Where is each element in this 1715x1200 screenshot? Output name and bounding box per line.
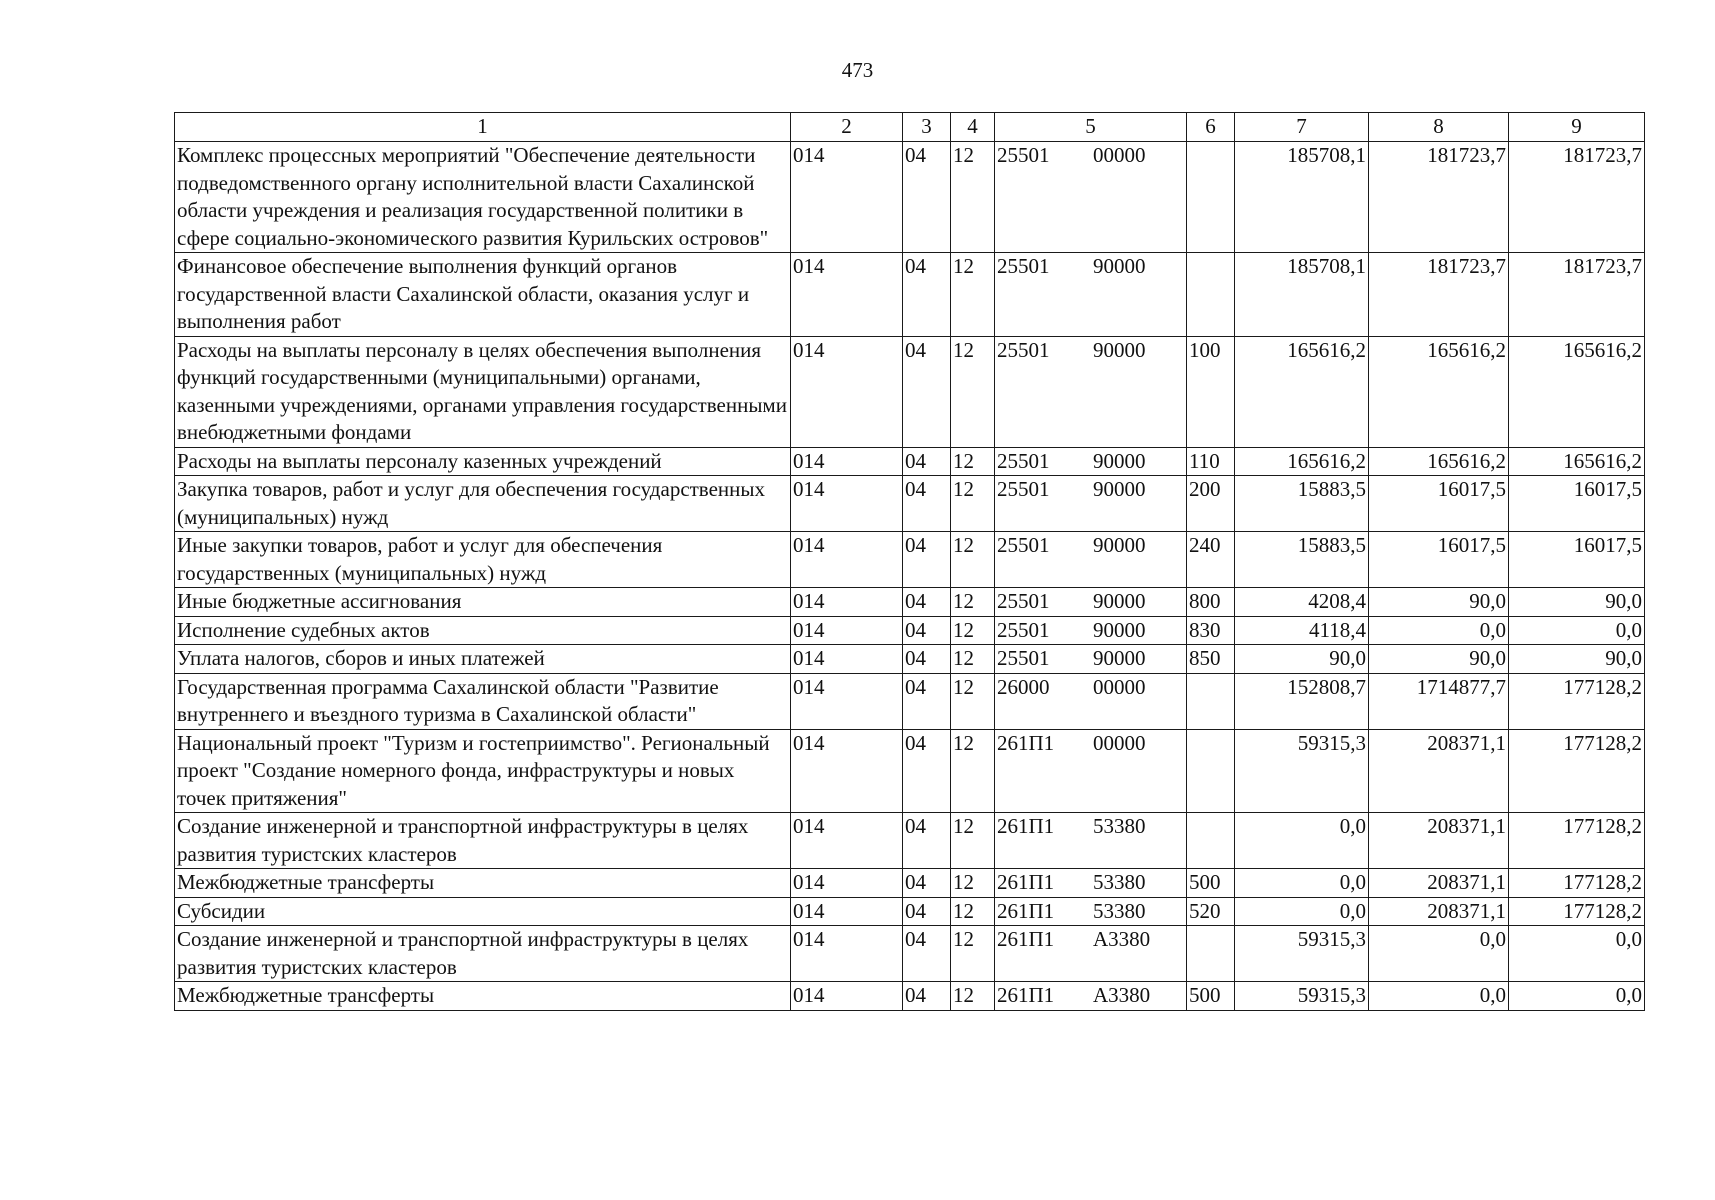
target-article <box>995 813 1187 869</box>
target-article <box>995 532 1187 588</box>
expense-type-code: 240 <box>1187 532 1235 588</box>
target-article-direction: 00000 <box>1093 730 1146 755</box>
amount-col-8: 16017,5 <box>1369 532 1509 588</box>
target-article-direction: 53380 <box>1093 870 1146 894</box>
expense-type-code <box>1187 142 1235 253</box>
target-article <box>995 616 1187 645</box>
amount-col-7: 185708,1 <box>1235 142 1369 253</box>
target-article-program: 261П1 <box>997 730 1055 755</box>
target-article-program: 25501 <box>997 533 1050 557</box>
section-code: 04 <box>903 982 951 1011</box>
target-article <box>995 588 1187 617</box>
row-name: Создание инженерной и транспортной инфраструктуры в целях развития туристских кластеров <box>175 813 791 869</box>
amount-col-9: 177128,2 <box>1509 869 1645 898</box>
expense-type-code <box>1187 673 1235 729</box>
amount-col-9: 165616,2 <box>1509 336 1645 447</box>
target-article <box>995 645 1187 674</box>
expense-type-code <box>1187 926 1235 982</box>
table-row <box>175 142 1645 253</box>
amount-col-7: 165616,2 <box>1235 336 1369 447</box>
header-col-2: 2 <box>791 113 903 142</box>
amount-col-9: 177128,2 <box>1509 813 1645 869</box>
target-article-direction: 53380 <box>1093 814 1146 838</box>
amount-col-7: 0,0 <box>1235 869 1369 898</box>
amount-col-8: 0,0 <box>1369 616 1509 645</box>
subsection-code: 12 <box>951 588 995 617</box>
target-article-program: 26000 <box>997 674 1050 699</box>
amount-col-8: 181723,7 <box>1369 142 1509 253</box>
amount-col-7: 0,0 <box>1235 897 1369 926</box>
amount-col-9: 177128,2 <box>1509 729 1645 813</box>
expense-type-code <box>1187 813 1235 869</box>
ministry-code: 014 <box>791 447 903 476</box>
subsection-code: 12 <box>951 447 995 476</box>
ministry-code: 014 <box>791 926 903 982</box>
amount-col-7: 152808,7 <box>1235 673 1369 729</box>
target-article-program: 25501 <box>997 254 1050 278</box>
expense-type-code <box>1187 729 1235 813</box>
target-article-direction: 00000 <box>1093 143 1146 167</box>
subsection-code: 12 <box>951 926 995 982</box>
expense-type-code: 110 <box>1187 447 1235 476</box>
amount-col-8: 208371,1 <box>1369 897 1509 926</box>
expense-type-code: 500 <box>1187 982 1235 1011</box>
amount-col-7: 90,0 <box>1235 645 1369 674</box>
row-name: Государственная программа Сахалинской области "Развитие внутреннего и въездного туризма в Сахалинской области" <box>175 673 791 729</box>
amount-col-9: 165616,2 <box>1509 447 1645 476</box>
target-article-program: 261П1 <box>997 898 1055 923</box>
header-col-6: 6 <box>1187 113 1235 142</box>
ministry-code: 014 <box>791 532 903 588</box>
target-article-program: 25501 <box>997 646 1050 670</box>
row-name: Создание инженерной и транспортной инфраструктуры в целях развития туристских кластеров <box>175 926 791 982</box>
table-row <box>175 673 1645 729</box>
amount-col-8: 16017,5 <box>1369 476 1509 532</box>
target-article-direction: 90000 <box>1093 477 1146 501</box>
amount-col-9: 0,0 <box>1509 982 1645 1011</box>
ministry-code: 014 <box>791 897 903 926</box>
amount-col-8: 165616,2 <box>1369 447 1509 476</box>
row-name: Расходы на выплаты персоналу в целях обеспечения выполнения функций государственными (муниципальными) органами, казенными учреждениями, органами управления государственными внебюджетными фондами <box>175 336 791 447</box>
subsection-code: 12 <box>951 897 995 926</box>
target-article <box>995 926 1187 982</box>
header-row <box>175 113 1645 142</box>
subsection-code: 12 <box>951 253 995 337</box>
section-code: 04 <box>903 869 951 898</box>
target-article <box>995 897 1187 926</box>
subsection-code: 12 <box>951 729 995 813</box>
amount-col-8: 1714877,7 <box>1369 673 1509 729</box>
amount-col-8: 181723,7 <box>1369 253 1509 337</box>
amount-col-7: 15883,5 <box>1235 532 1369 588</box>
expense-type-code: 100 <box>1187 336 1235 447</box>
table-row <box>175 588 1645 617</box>
table-row <box>175 532 1645 588</box>
section-code: 04 <box>903 729 951 813</box>
table-row <box>175 336 1645 447</box>
amount-col-7: 4208,4 <box>1235 588 1369 617</box>
expense-type-code: 200 <box>1187 476 1235 532</box>
target-article <box>995 673 1187 729</box>
amount-col-7: 59315,3 <box>1235 729 1369 813</box>
table-row <box>175 645 1645 674</box>
amount-col-9: 177128,2 <box>1509 897 1645 926</box>
expense-type-code: 800 <box>1187 588 1235 617</box>
amount-col-9: 0,0 <box>1509 616 1645 645</box>
target-article-direction: 90000 <box>1093 646 1146 670</box>
section-code: 04 <box>903 897 951 926</box>
section-code: 04 <box>903 476 951 532</box>
row-name: Расходы на выплаты персоналу казенных учреждений <box>175 447 791 476</box>
expense-type-code: 500 <box>1187 869 1235 898</box>
row-name: Комплекс процессных мероприятий "Обеспечение деятельности подведомственного органу исполнительной власти Сахалинской области учреждения и реализация государственной политики в сфере социально-экономического развития Курильских островов" <box>175 142 791 253</box>
section-code: 04 <box>903 532 951 588</box>
amount-col-8: 208371,1 <box>1369 869 1509 898</box>
ministry-code: 014 <box>791 673 903 729</box>
row-name: Межбюджетные трансферты <box>175 982 791 1011</box>
target-article-direction: 00000 <box>1093 674 1146 699</box>
subsection-code: 12 <box>951 476 995 532</box>
ministry-code: 014 <box>791 645 903 674</box>
row-name: Иные бюджетные ассигнования <box>175 588 791 617</box>
subsection-code: 12 <box>951 673 995 729</box>
amount-col-8: 90,0 <box>1369 588 1509 617</box>
target-article-direction: 90000 <box>1093 448 1146 473</box>
expense-type-code: 830 <box>1187 616 1235 645</box>
amount-col-7: 15883,5 <box>1235 476 1369 532</box>
table-row <box>175 729 1645 813</box>
amount-col-7: 59315,3 <box>1235 926 1369 982</box>
expense-type-code: 850 <box>1187 645 1235 674</box>
target-article-program: 25501 <box>997 589 1050 613</box>
table-row <box>175 813 1645 869</box>
ministry-code: 014 <box>791 476 903 532</box>
section-code: 04 <box>903 253 951 337</box>
header-col-1: 1 <box>175 113 791 142</box>
table-row <box>175 982 1645 1011</box>
target-article-program: 25501 <box>997 617 1050 642</box>
amount-col-7: 165616,2 <box>1235 447 1369 476</box>
expense-type-code: 520 <box>1187 897 1235 926</box>
amount-col-8: 165616,2 <box>1369 336 1509 447</box>
amount-col-9: 90,0 <box>1509 588 1645 617</box>
ministry-code: 014 <box>791 982 903 1011</box>
section-code: 04 <box>903 926 951 982</box>
expense-type-code <box>1187 253 1235 337</box>
ministry-code: 014 <box>791 588 903 617</box>
target-article <box>995 447 1187 476</box>
row-name: Исполнение судебных актов <box>175 616 791 645</box>
table-row <box>175 253 1645 337</box>
target-article-program: 261П1 <box>997 927 1055 951</box>
ministry-code: 014 <box>791 869 903 898</box>
target-article-program: 261П1 <box>997 814 1055 838</box>
amount-col-9: 0,0 <box>1509 926 1645 982</box>
target-article-program: 261П1 <box>997 983 1055 1007</box>
subsection-code: 12 <box>951 645 995 674</box>
page-number: 473 <box>841 58 874 82</box>
section-code: 04 <box>903 447 951 476</box>
section-code: 04 <box>903 673 951 729</box>
target-article-direction: 90000 <box>1093 337 1146 362</box>
target-article-direction: 90000 <box>1093 533 1146 557</box>
ministry-code: 014 <box>791 813 903 869</box>
target-article-program: 25501 <box>997 337 1050 362</box>
target-article-program: 25501 <box>997 448 1050 473</box>
section-code: 04 <box>903 813 951 869</box>
table-row <box>175 476 1645 532</box>
table-row <box>175 447 1645 476</box>
table-row <box>175 897 1645 926</box>
section-code: 04 <box>903 588 951 617</box>
target-article-direction: 90000 <box>1093 589 1146 613</box>
target-article <box>995 869 1187 898</box>
subsection-code: 12 <box>951 982 995 1011</box>
target-article-program: 25501 <box>997 477 1050 501</box>
target-article-program: 25501 <box>997 143 1050 167</box>
amount-col-7: 185708,1 <box>1235 253 1369 337</box>
row-name: Иные закупки товаров, работ и услуг для обеспечения государственных (муниципальных) нужд <box>175 532 791 588</box>
section-code: 04 <box>903 336 951 447</box>
subsection-code: 12 <box>951 616 995 645</box>
amount-col-8: 0,0 <box>1369 982 1509 1011</box>
section-code: 04 <box>903 142 951 253</box>
subsection-code: 12 <box>951 813 995 869</box>
amount-col-9: 181723,7 <box>1509 253 1645 337</box>
subsection-code: 12 <box>951 142 995 253</box>
target-article <box>995 982 1187 1011</box>
amount-col-7: 59315,3 <box>1235 982 1369 1011</box>
target-article-direction: А3380 <box>1093 927 1151 951</box>
target-article <box>995 253 1187 337</box>
ministry-code: 014 <box>791 616 903 645</box>
amount-col-8: 0,0 <box>1369 926 1509 982</box>
amount-col-8: 208371,1 <box>1369 729 1509 813</box>
target-article <box>995 142 1187 253</box>
section-code: 04 <box>903 645 951 674</box>
amount-col-8: 208371,1 <box>1369 813 1509 869</box>
target-article-direction: 53380 <box>1093 898 1146 923</box>
row-name: Финансовое обеспечение выполнения функций органов государственной власти Сахалинской области, оказания услуг и выполнения работ <box>175 253 791 337</box>
amount-col-9: 16017,5 <box>1509 476 1645 532</box>
target-article <box>995 476 1187 532</box>
row-name: Субсидии <box>175 897 791 926</box>
table-row <box>175 869 1645 898</box>
target-article <box>995 336 1187 447</box>
amount-col-9: 177128,2 <box>1509 673 1645 729</box>
header-col-4: 4 <box>951 113 995 142</box>
amount-col-9: 90,0 <box>1509 645 1645 674</box>
amount-col-7: 4118,4 <box>1235 616 1369 645</box>
header-col-8: 8 <box>1369 113 1509 142</box>
header-col-3: 3 <box>903 113 951 142</box>
target-article <box>995 729 1187 813</box>
amount-col-9: 181723,7 <box>1509 142 1645 253</box>
target-article-program: 261П1 <box>997 870 1055 894</box>
amount-col-7: 0,0 <box>1235 813 1369 869</box>
target-article-direction: А3380 <box>1093 983 1151 1007</box>
ministry-code: 014 <box>791 253 903 337</box>
header-col-5: 5 <box>995 113 1187 142</box>
row-name: Межбюджетные трансферты <box>175 869 791 898</box>
header-col-7: 7 <box>1235 113 1369 142</box>
subsection-code: 12 <box>951 336 995 447</box>
section-code: 04 <box>903 616 951 645</box>
target-article-direction: 90000 <box>1093 617 1146 642</box>
header-col-9: 9 <box>1509 113 1645 142</box>
ministry-code: 014 <box>791 336 903 447</box>
subsection-code: 12 <box>951 532 995 588</box>
target-article-direction: 90000 <box>1093 254 1146 278</box>
amount-col-9: 16017,5 <box>1509 532 1645 588</box>
table-row <box>175 926 1645 982</box>
amount-col-8: 90,0 <box>1369 645 1509 674</box>
ministry-code: 014 <box>791 729 903 813</box>
row-name: Национальный проект "Туризм и гостеприимство". Региональный проект "Создание номерного фонда, инфраструктуры и новых точек притяжения" <box>175 729 791 813</box>
subsection-code: 12 <box>951 869 995 898</box>
budget-table <box>174 112 1645 1011</box>
table-row <box>175 616 1645 645</box>
row-name: Уплата налогов, сборов и иных платежей <box>175 645 791 674</box>
row-name: Закупка товаров, работ и услуг для обеспечения государственных (муниципальных) нужд <box>175 476 791 532</box>
ministry-code: 014 <box>791 142 903 253</box>
